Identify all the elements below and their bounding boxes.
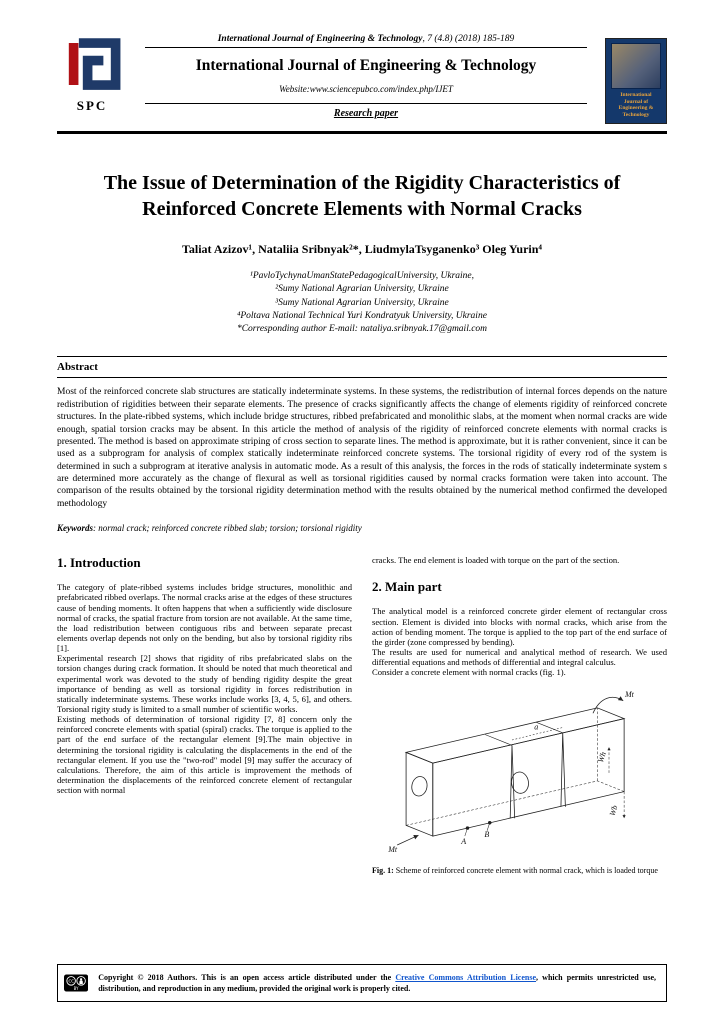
- affiliations-block: [57, 270, 667, 336]
- keywords-line: [57, 523, 667, 533]
- lead-paragraph: cracks. The end element is loaded with torque on the part of the section.: [372, 554, 620, 565]
- intro-paragraph: Existing methods of determination of torsional rigidity [7, 8] concern only the reinforced concrete elements with spatial (spiral) cracks. The torque is applied to the part of the end surface of the rectangular element [9].The main objective in determining the torsional rigidity is calculating the displacements in the end of the rectangular element. If you use the "two-rod" model [9] may suffer the accuracy of calculations. Therefore, the aim of this article is improvement the methods of determination the displacements of the reinforced concrete element of rectangular section with normal: [57, 714, 352, 796]
- copyright-text-before: Copyright © 2018 Authors. This is an open access article distributed under the: [98, 972, 396, 982]
- publisher-logo-caption: SPC: [76, 98, 108, 113]
- abstract-heading: Abstract: [57, 361, 667, 378]
- figure1-caption: [372, 866, 667, 876]
- left-column: [57, 555, 352, 876]
- affiliation-line: ¹PavloTychynaUmanStatePedagogicalUniversity, Ukraine,: [249, 271, 475, 281]
- copyright-text: [98, 972, 656, 994]
- section-heading-introduction: 1. Introduction: [57, 554, 141, 570]
- right-column: [372, 555, 667, 876]
- authors-line: Taliat Azizov¹, Nataliia Sribnyak²*, LiudmylaTsyganenko³ Oleg Yurin⁴: [181, 242, 543, 256]
- citation-line: [145, 34, 587, 48]
- header-divider: [145, 103, 587, 104]
- affiliation-line: ³Sumy National Agrarian University, Ukraine: [275, 297, 449, 308]
- abstract-text: Most of the reinforced concrete slab structures are statically indeterminate systems. In these systems, the redistribution of internal forces depends on the nature redistribution of rigidities between their separate elements. The presence of cracks significantly affects the change of elements rigidity of reinforced concrete structures. In the plate-ribbed systems, which include bridge structures, ribbed prefabricated and monolithic slabs, at the moment when normal cracks are wide enough, spatial torsion cracks may be absent. In this article the method of analysis of the rigidity of reinforced concrete elements with normal cracks is presented. The method is based on approximate striping of cross section to separate lines. The method is approximate, but it is rather convenient, since it can be used as a subprogram for analysis of complex statically indeterminate reinforced concrete systems. The torsional rigidity of every rod of the system is determined in such a subprogram at iterative analysis in automatic mode. As a result of this analysis, the forces in the rods of statically indeterminate system s are determined more accurately as the change of flexural as well as torsional rigidities caused by normal cracks formation were taken into account. The comparison of the results obtained by the torsional rigidity determination method with the results obtained by the numerical method confirmed the developed methodology: [57, 387, 667, 509]
- corresponding-author-email: *Corresponding author E-mail: nataliya.sribnyak.17@gmail.com: [236, 324, 488, 335]
- figure-label-mt-bottom: Mt: [387, 845, 397, 855]
- publisher-logo: [57, 36, 127, 114]
- journal-cover-thumbnail: [605, 38, 667, 124]
- paper-type-label: Research paper: [333, 108, 399, 119]
- affiliation-line: ⁴Poltava National Technical Yuri Kondratyuk University, Ukraine: [237, 310, 487, 321]
- journal-header: [57, 34, 667, 134]
- figure-label-wb: Wb: [607, 804, 620, 818]
- figure-label-wh: Wh: [595, 751, 608, 765]
- cc-by-badge-icon: [64, 970, 88, 996]
- copyright-text-after: , which permits unrestricted use, distribution, and reproduction in any medium, provided the original work is properly cited.: [98, 972, 656, 993]
- spc-logo-icon: [61, 36, 123, 92]
- keywords-text: : normal crack; reinforced concrete ribbed slab; torsion; torsional rigidity: [93, 522, 362, 533]
- abstract-section: [57, 356, 667, 532]
- affiliation-line: ²Sumy National Agrarian University, Ukraine: [275, 284, 449, 295]
- figure-label-mt-top: Mt: [624, 690, 634, 700]
- cc-by-label: BY: [73, 985, 79, 991]
- copyright-footer: [57, 964, 667, 1002]
- section-heading-main-part: 2. Main part: [372, 579, 442, 595]
- citation-journal-name: International Journal of Engineering & Technology: [217, 34, 423, 44]
- creative-commons-license-link[interactable]: Creative Commons Attribution License: [395, 972, 537, 982]
- figure1-diagram: [386, 683, 654, 861]
- cc-circle-text: cc: [68, 978, 74, 985]
- figure1: [372, 683, 667, 876]
- keywords-label: Keywords: [57, 522, 93, 533]
- journal-website-url: Website:www.sciencepubco.com/index.php/IJET: [279, 84, 453, 94]
- figure-label-point-a: A: [460, 837, 466, 847]
- intro-paragraph: Experimental research [2] shows that rigidity of ribs prefabricated slabs on the torsion changes during crack formation. It should be noted that much theoretical and experimental work was devoted to the study of bending rigidity despite the great importance of bending as well as torsional rigidity in forces redistribution in statically indeterminate systems. These works include works [3, 4, 5, 6], and others. Torsional rigity study is limited to a small number of scientific works.: [57, 653, 352, 714]
- figure1-caption-text: Scheme of reinforced concrete element with normal crack, which is loaded torque: [393, 865, 658, 875]
- main-paragraph: The analytical model is a reinforced concrete girder element of rectangular cross section. Element is divided into blocks with normal cracks, which arise from the action of bending moment. The torque is applied to the top part of the end surface of the girder (zone compressed by bending).: [372, 606, 667, 647]
- journal-cover-caption: International Journal of Engineering & Technology: [618, 91, 654, 119]
- journal-title: International Journal of Engineering & Technology: [195, 57, 537, 74]
- figure1-caption-label: Fig. 1:: [372, 865, 394, 875]
- figure-label-dim-a: a: [533, 722, 538, 732]
- header-center: [145, 34, 587, 119]
- citation-issue-info: , 7 (4.8) (2018) 185-189: [422, 34, 515, 44]
- main-paragraph: The results are used for numerical and analytical method of research. We used differential equations and methods of differential and integral calculus.: [372, 646, 667, 668]
- journal-cover-image: [611, 43, 661, 89]
- figure-label-point-b: B: [483, 830, 489, 840]
- article-body: [57, 555, 667, 876]
- intro-paragraph: The category of plate-ribbed systems includes bridge structures, monolithic and prefabricated ribbed overlaps. The normal cracks arise at the edges of these structures cause of bending moments. It often happens that when a sufficiently wide disclosure normal of cracks, the spatial fracture from torsion are not available. At the same time, the load redistribution between contiguous ribs and between separate precast elements overlap depends not only on the bending, but also by torsional rigidity ribs [1].: [57, 582, 352, 654]
- article-title: The Issue of Determination of the Rigidity Characteristics of Reinforced Concrete Elements with Normal Cracks: [103, 172, 621, 220]
- main-paragraph: Consider a concrete element with normal cracks (fig. 1).: [372, 667, 566, 678]
